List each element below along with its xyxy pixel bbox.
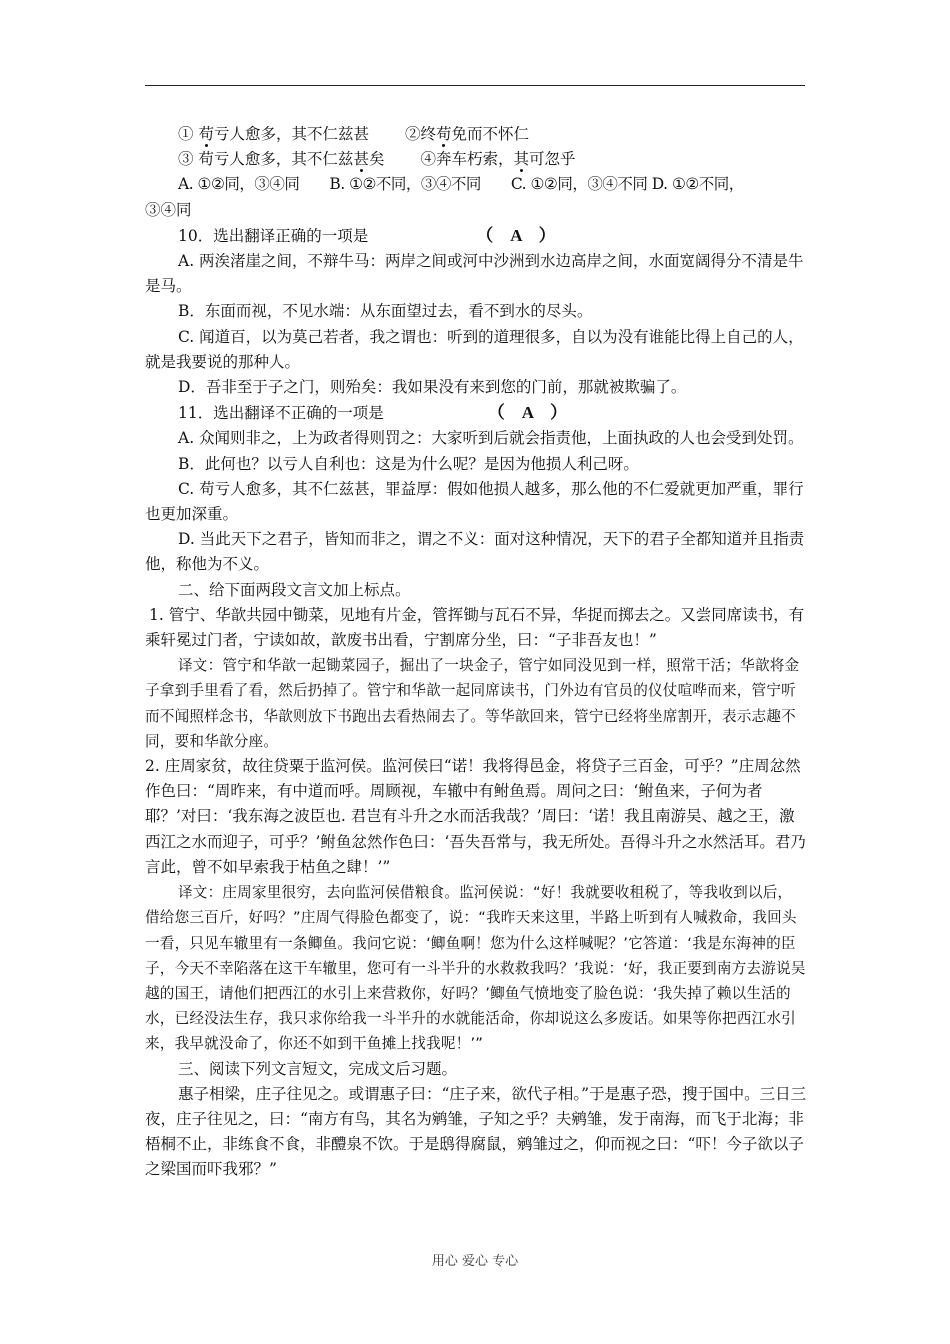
- q11-option-a: A. 众闻则非之，上为政者得则罚之：大家听到后就会指责他，上面执政的人也会受到处罚。: [178, 429, 804, 448]
- q9-opt1-pre: ①: [178, 125, 199, 143]
- q11-answer: （ A ）: [487, 403, 568, 423]
- section-2-translation-2: 译文：庄周家里很穷，去向监河侯借粮食。监河侯说：“好！我就要收租税了，等我收到以后，借给您三百斤，好吗？”庄周气得脸色都变了，说：“我昨天来这里，半路上听到有人喊救命，我回头一看，只见车辙里有一条鲫鱼。我问它说：‘鲫鱼啊！您为什么这样喊呢？’它答道：‘我是东海神的臣子，今天不幸陷落在这干车辙里，您可有一斗半升的水救救我吗？’我说：‘好，我正要到南方去游说吴越的国王，请他们把西江的水引上来营救你，好吗？’鲫鱼气愤地变了脸色说：‘我失掉了赖以生活的水，已经没法生存，我只求你给我一斗半升的水就能活命，你却说这么多废话。如果等你把西江水引来，我早就没命了，你还不如到干鱼摊上找我呢！’”: [145, 884, 806, 1053]
- q9-opt3-dotted: 甚: [353, 150, 369, 169]
- q10-option-d: D．吾非至于子之门，则殆矣：我如果没有来到您的门前，那就被欺骗了。: [178, 378, 687, 397]
- q9-options-line-1: [145, 122, 807, 147]
- section-3-passage: 惠子相梁，庄子往见之。或谓惠子曰：“庄子来，欲代子相。”于是惠子恐，搜于国中。三日三夜，庄子往见之，曰：“南方有鸟，其名为鹓雏，子知之乎？夫鹓雏，发于南海，而飞于北海；非梧桐不止，非练食不食，非醴泉不饮。于是鸱得腐鼠，鹓雏过之，仰而视之曰：“吓！今子欲以子之梁国而吓我邪？”: [145, 1084, 807, 1179]
- section-3-heading: 三、阅读下列文言短文，完成文后习题。: [178, 1059, 458, 1078]
- q10-stem: [145, 223, 807, 249]
- q9-opt1-dotted: 苟: [198, 125, 214, 143]
- q9-options-line-2: [145, 147, 807, 172]
- q11-option-c: C. 苟亏人愈多，其不仁兹甚，罪益厚：假如他损人越多，那么他的不仁爱就更加严重，罪行也更加深重。: [145, 479, 804, 524]
- q10-option-c: C. 闻道百，以为莫己若者，我之谓也：听到的道理很多，自以为没有谁能比得上自己的人，就是我要说的那种人。: [145, 327, 804, 371]
- section-2-passage-2: 2. 庄周家贫，故往贷粟于监河侯。监河侯曰“诺！我将得邑金，将贷子三百金，可乎？”庄周忿然作色曰：“周昨来，有中道而呼。周顾视，车辙中有鲋鱼焉。周问之曰：‘鲋鱼来，子何为者耶？’对曰：‘我东海之波臣也. 君岂有斗升之水而活我哉？’周曰：‘诺！我且南游吴、越之王，激西江之水而迎子，可乎？’鲋鱼忿然作色曰：‘吾失吾常与，我无所处。吾得斗升之水然活耳。君乃言此，曾不如早索我于枯鱼之肆！’”: [145, 757, 806, 876]
- page-footer: 用心 爱心 专心: [431, 1254, 519, 1269]
- q9-choices: A. ①②同，③④同 B. ①②不同，③④不同 C. ①②同，③④不同 D. ①②不同，: [178, 175, 744, 194]
- section-2-passage-1: 1. 管宁、华歆共园中锄菜，见地有片金，管挥锄与瓦石不异，华捉而掷去之。又尝同席读书，有乘轩冕过门者，宁读如故，歆废书出看，宁割席分坐，曰：“子非吾友也！”: [145, 605, 805, 650]
- q10-answer: （ A ）: [476, 225, 556, 245]
- q9-choices-cont: ③④同: [145, 200, 192, 219]
- q9-opt2-pre: ②终: [404, 125, 436, 143]
- content-body: [145, 122, 807, 1183]
- q10-option-a: A. 两涘渚崖之间，不辩牛马：两岸之间或河中沙洲到水边高岸之间，水面宽阔得分不清是牛是马。: [145, 252, 804, 296]
- q11-stem: [145, 400, 807, 426]
- q11-option-d: D. 当此天下之君子，皆知而非之，谓之不义：面对这种情况，天下的君子全都知道并且指责他，称他为不义。: [145, 530, 805, 574]
- header-rule: [145, 85, 805, 86]
- section-2-heading: 二、给下面两段文言文加上标点。: [178, 580, 411, 599]
- q9-opt2-dotted: 苟: [435, 125, 452, 143]
- q9-opt2-post: 免而不怀仁: [451, 125, 530, 143]
- q9-opt4-pre: ④奔车朽索，: [420, 150, 514, 169]
- q11-option-b: B．此何也？以亏人自利也：这是为什么呢？是因为他损人利己呀。: [178, 454, 639, 473]
- q11-stem-text: 11．选出翻译不正确的一项是: [178, 404, 384, 423]
- q9-opt4-dotted: 其: [513, 150, 529, 169]
- q9-opt3-pre: ③ 苟亏人愈多，其不仁兹: [178, 150, 354, 169]
- section-2-translation-1: 译文：管宁和华歆一起锄菜园子，掘出了一块金子，管宁如同没见到一样，照常干活；华歆将金子拿到手里看了看，然后扔掉了。管宁和华歆一起同席读书，门外边有官员的仪仗喧哗而来，管宁听而不闻照样念书，华歆则放下书跑出去看热闹去了。等华歆回来，管宁已经将坐席割开，表示志趣不同，要和华歆分座。: [145, 657, 800, 750]
- q10-option-b: B．东面而视，不见水端：从东面望过去，看不到水的尽头。: [178, 302, 593, 321]
- q9-opt1-post: 亏人愈多，其不仁兹甚: [213, 125, 369, 143]
- q9-opt3-post: 矣: [368, 150, 385, 169]
- q9-opt4-post: 可忽乎: [529, 150, 576, 169]
- q10-stem-text: 10．选出翻译正确的一项是: [178, 226, 369, 245]
